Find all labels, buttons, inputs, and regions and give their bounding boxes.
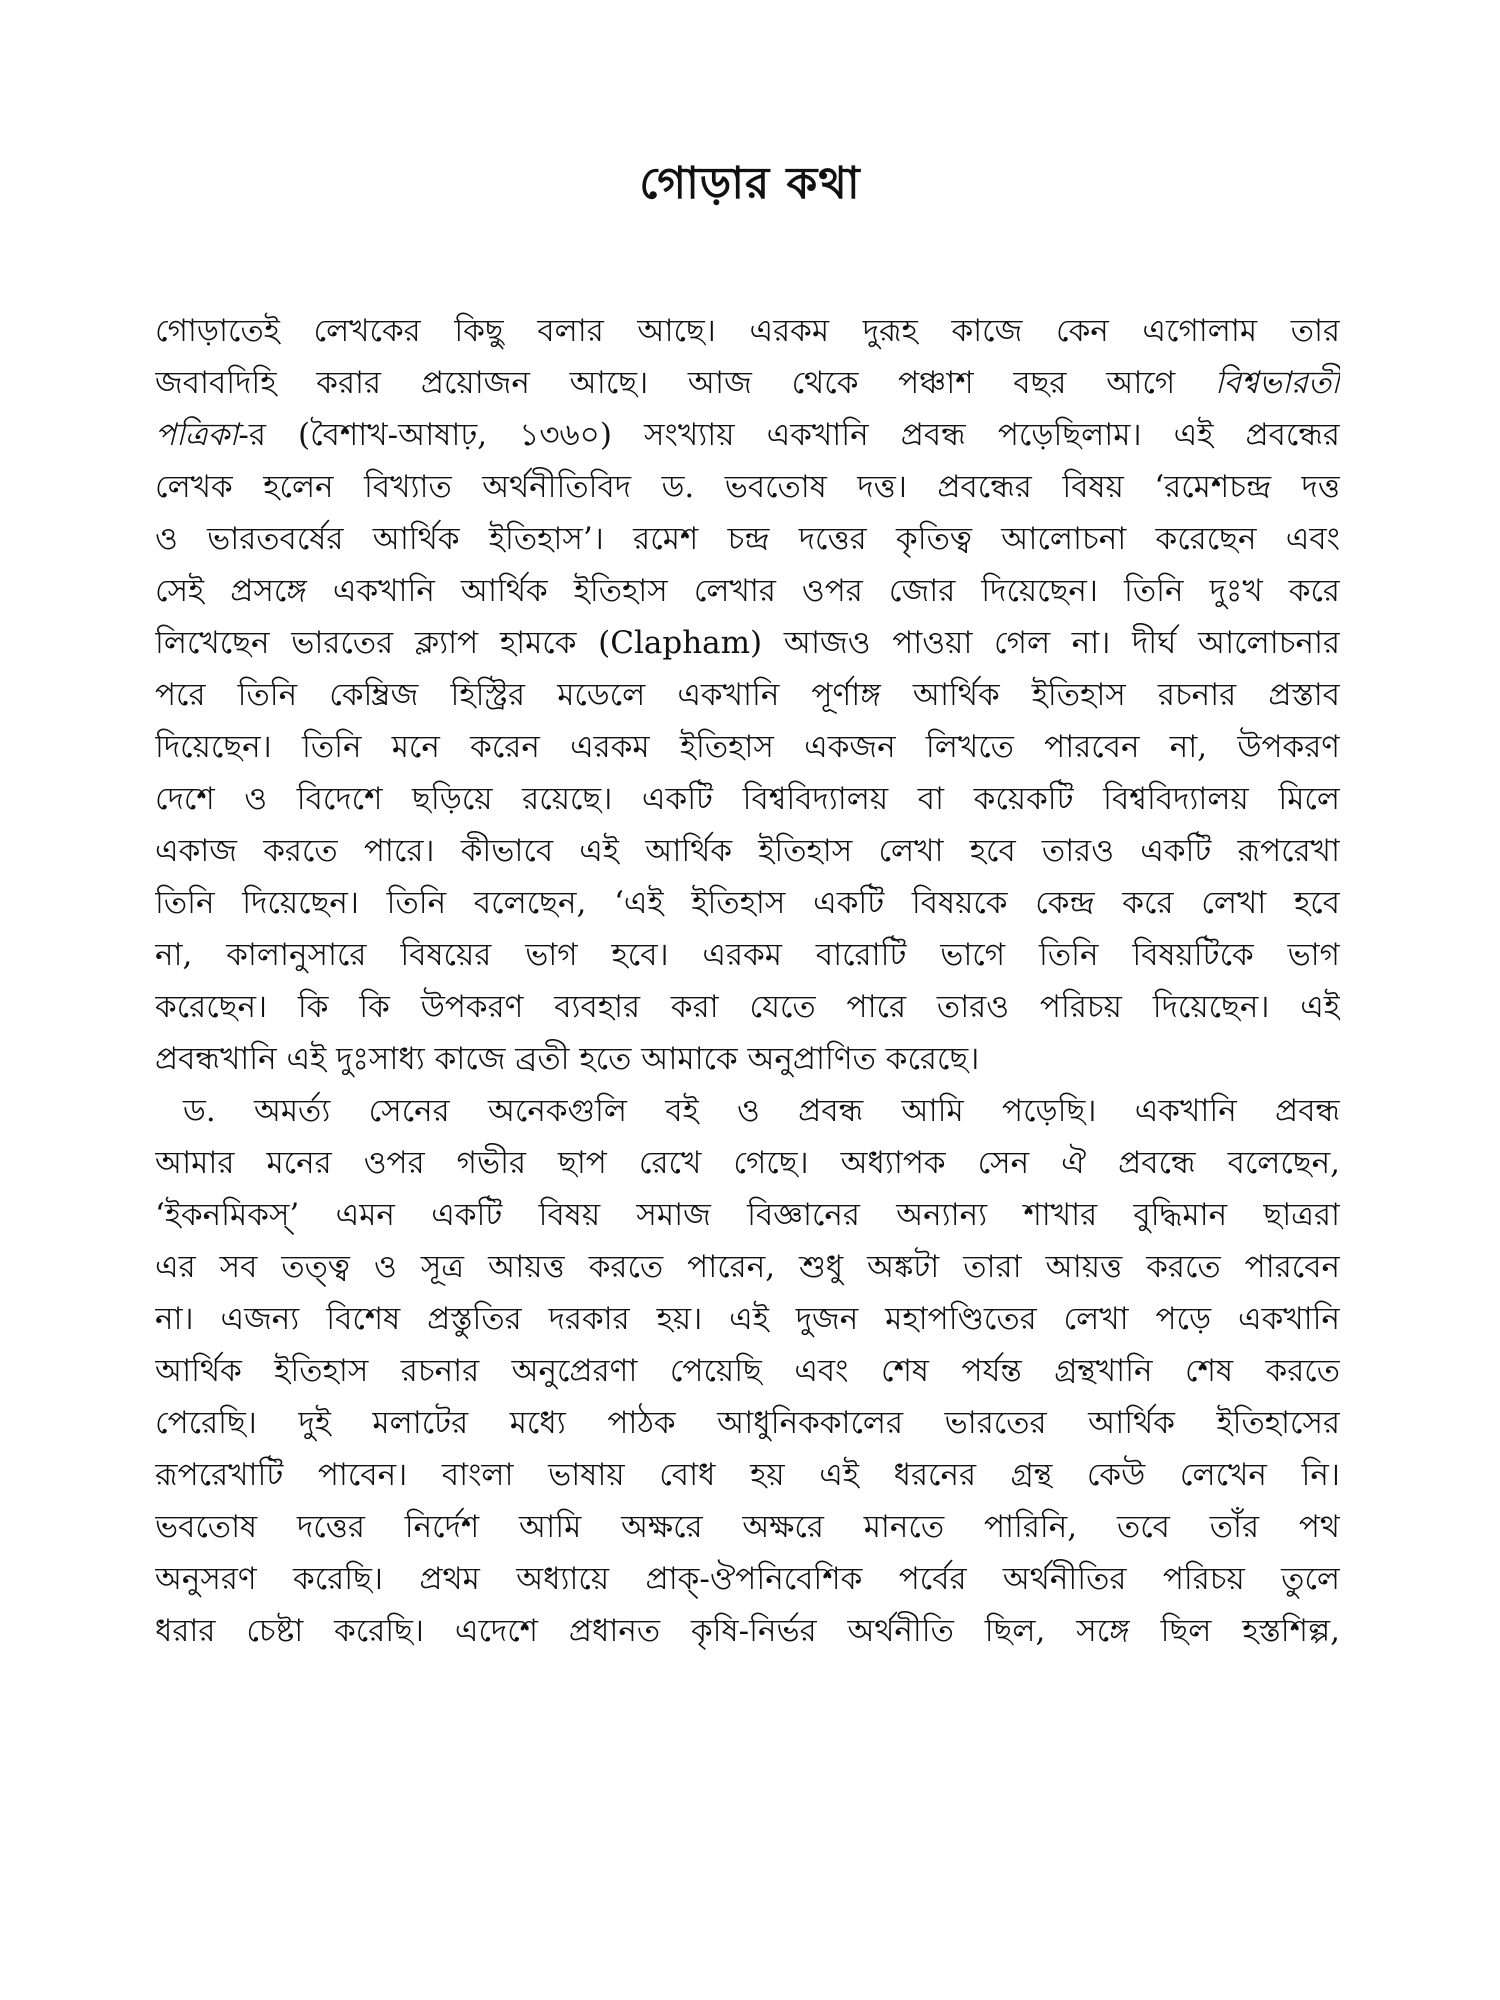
text-segment: আমার মনের ওপর গভীর ছাপ রেখে গেছে। অধ্যাপক সেন ঐ প্রবন্ধে বলেছেন, [155,1145,1340,1181]
text-segment: লেখক হলেন বিখ্যাত অর্থনীতিবিদ ড. ভবতোষ দত্ত। প্রবন্ধের বিষয় ‘রমেশচন্দ্র দত্ত [155,469,1340,505]
text-line [155,1553,1340,1605]
text-segment: পরে তিনি কেম্ব্রিজ হিস্ট্রির মডেলে একখানি পূর্ণাঙ্গ আর্থিক ইতিহাস রচনার প্রস্তাব [155,677,1340,713]
text-line [155,877,1340,929]
text-segment: এর সব তত্ত্ব ও সূত্র আয়ত্ত করতে পারেন, শুধু অঙ্কটা তারা আয়ত্ত করতে পারবেন [155,1249,1340,1285]
text-line [155,357,1340,409]
text-segment: গোড়াতেই লেখকের কিছু বলার আছে। এরকম দুরূহ কাজে কেন এগোলাম তার [155,313,1340,349]
text-segment: ও ভারতবর্ষের আর্থিক ইতিহাস’। রমেশ চন্দ্র দত্তের কৃতিত্ব আলোচনা করেছেন এবং [155,521,1340,557]
italic-text: পত্রিকা [155,417,239,453]
text-segment: লিখেছেন ভারতের ক্ল্যাপ হামকে (Clapham) আজও পাওয়া গেল না। দীর্ঘ আলোচনার [155,625,1340,661]
text-line [155,1605,1340,1657]
text-segment: ধরার চেষ্টা করেছি। এদেশে প্রধানত কৃষি-নির্ভর অর্থনীতি ছিল, সঙ্গে ছিল হস্তশিল্প, [155,1613,1340,1649]
text-line [155,669,1340,721]
text-line [155,409,1340,461]
text-segment: -র (বৈশাখ-আষাঢ়, ১৩৬০) সংখ্যায় একখানি প্রবন্ধ পড়েছিলাম। এই প্রবন্ধের [238,417,1340,453]
text-line [155,1449,1340,1501]
text-line [155,1293,1340,1345]
text-line [155,1033,1340,1085]
italic-text: বিশ্বভারতী [1214,365,1340,401]
text-line [155,825,1340,877]
text-segment: জবাবদিহি করার প্রয়োজন আছে। আজ থেকে পঞ্চাশ বছর আগে [155,365,1215,401]
text-segment: তিনি দিয়েছেন। তিনি বলেছেন, ‘এই ইতিহাস একটি বিষয়কে কেন্দ্র করে লেখা হবে [155,885,1340,921]
text-segment: প্রবন্ধখানি এই দুঃসাধ্য কাজে ব্রতী হতে আমাকে অনুপ্রাণিত করেছে। [155,1041,980,1077]
text-line [155,981,1340,1033]
text-line [155,1241,1340,1293]
text-segment: ভবতোষ দত্তের নির্দেশ আমি অক্ষরে অক্ষরে মানতে পারিনি, তবে তাঁর পথ [155,1509,1340,1545]
text-segment: একাজ করতে পারে। কীভাবে এই আর্থিক ইতিহাস লেখা হবে তারও একটি রূপরেখা [155,833,1340,869]
text-line [155,1189,1340,1241]
text-segment: করেছেন। কি কি উপকরণ ব্যবহার করা যেতে পারে তারও পরিচয় দিয়েছেন। এই [155,989,1340,1025]
text-line [155,773,1340,825]
text-segment: দিয়েছেন। তিনি মনে করেন এরকম ইতিহাস একজন লিখতে পারবেন না, উপকরণ [155,729,1340,765]
text-line [155,1085,1340,1137]
text-line [155,513,1340,565]
text-segment: দেশে ও বিদেশে ছড়িয়ে রয়েছে। একটি বিশ্ববিদ্যালয় বা কয়েকটি বিশ্ববিদ্যালয় মিলে [155,781,1340,817]
text-line [155,565,1340,617]
text-segment: সেই প্রসঙ্গে একখানি আর্থিক ইতিহাস লেখার ওপর জোর দিয়েছেন। তিনি দুঃখ করে [155,573,1340,609]
text-line [155,461,1340,513]
text-segment: না। এজন্য বিশেষ প্রস্তুতির দরকার হয়। এই দুজন মহাপণ্ডিতের লেখা পড়ে একখানি [155,1301,1340,1337]
text-segment: অনুসরণ করেছি। প্রথম অধ্যায়ে প্রাক্-ঔপনিবেশিক পর্বের অর্থনীতির পরিচয় তুলে [155,1561,1340,1597]
body-text [155,305,1340,1657]
text-line [155,1397,1340,1449]
chapter-title: গোড়ার কথা [639,158,861,209]
text-segment: ড. অমর্ত্য সেনের অনেকগুলি বই ও প্রবন্ধ আমি পড়েছি। একখানি প্রবন্ধ [183,1093,1340,1129]
text-segment: আর্থিক ইতিহাস রচনার অনুপ্রেরণা পেয়েছি এবং শেষ পর্যন্ত গ্রন্থখানি শেষ করতে [155,1353,1340,1389]
text-segment: না, কালানুসারে বিষয়ের ভাগ হবে। এরকম বারোটি ভাগে তিনি বিষয়টিকে ভাগ [155,937,1340,973]
text-line [155,721,1340,773]
paragraph [155,1085,1340,1657]
text-line [155,1137,1340,1189]
text-line [155,305,1340,357]
text-line [155,1501,1340,1553]
text-segment: পেরেছি। দুই মলাটের মধ্যে পাঠক আধুনিককালের ভারতের আর্থিক ইতিহাসের [155,1405,1340,1441]
text-line [155,1345,1340,1397]
text-line [155,929,1340,981]
paragraph [155,305,1340,1085]
text-segment: ‘ইকনমিকস্’ এমন একটি বিষয় সমাজ বিজ্ঞানের অন্যান্য শাখার বুদ্ধিমান ছাত্ররা [155,1197,1340,1233]
text-segment: রূপরেখাটি পাবেন। বাংলা ভাষায় বোধ হয় এই ধরনের গ্রন্থ কেউ লেখেন নি। [155,1457,1340,1493]
text-line [155,617,1340,669]
